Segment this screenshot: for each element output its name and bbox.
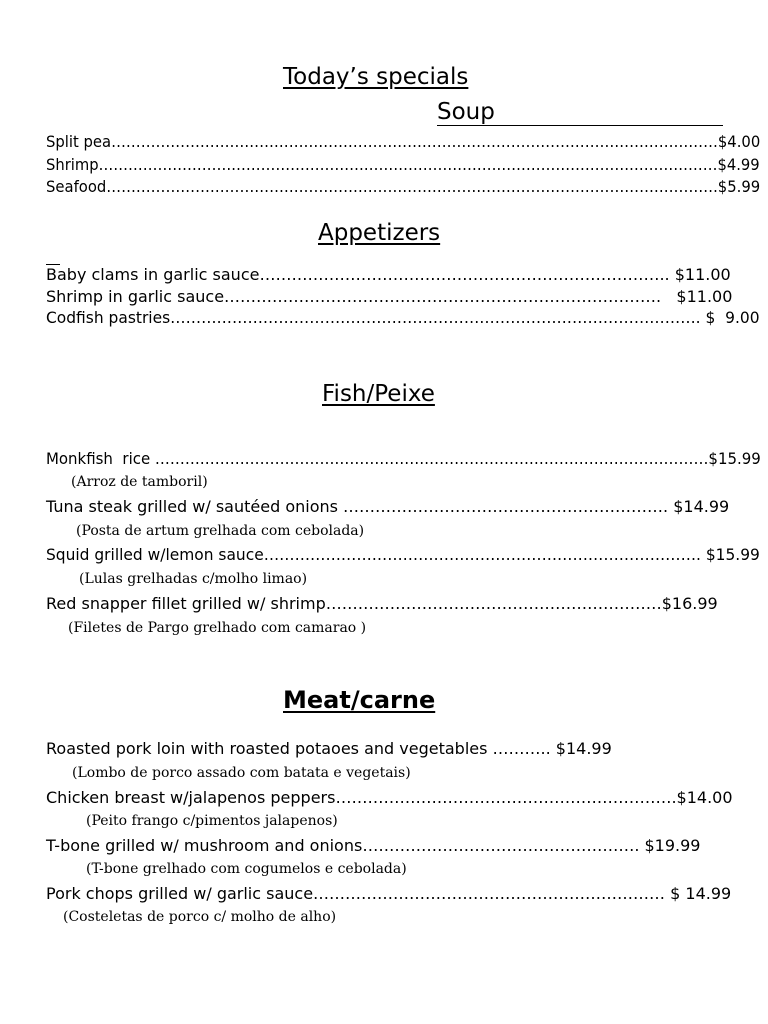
menu-item-fish: Tuna steak grilled w/ sautéed onions ……………………………………………………. $14.99	[46, 497, 730, 516]
menu-item-translation: (Costeletas de porco c/ molho de alho)	[63, 909, 337, 925]
menu-item-translation: (Peito frango c/pimentos jalapenos)	[86, 813, 338, 829]
menu-item-appetizer: Shrimp in garlic sauce………………………………………………………………………. $11.00	[46, 287, 733, 306]
menu-item-soup: Split pea……………………………………………………………………………………………………………$4.00	[46, 132, 761, 151]
menu-item-soup: Shrimp………………………………………………………………………………………………………………$4.99	[46, 155, 760, 174]
menu-item-translation: (Lombo de porco assado com batata e vegetais)	[72, 765, 411, 781]
menu-item-translation: (Arroz de tamboril)	[71, 474, 208, 490]
menu-item-appetizer: Baby clams in garlic sauce………………………………………………………………….. $11.00	[46, 265, 731, 284]
menu-item-meat: Chicken breast w/jalapenos peppers……………………………………………………….$14.00	[46, 788, 733, 807]
menu-item-soup: Seafood…………………………………………………………………………………………………………….$5.99	[46, 177, 761, 196]
menu-item-fish: Monkfish rice …………………………………………………………………………………………………$15.99	[46, 449, 761, 468]
menu-item-meat: T-bone grilled w/ mushroom and onions……………………………………………. $19.99	[46, 836, 701, 855]
menu-item-appetizer: Codfish pastries…………………………………………………………………………………………. $ 9.00	[46, 308, 760, 327]
section-heading-fish: Fish/Peixe	[322, 381, 435, 407]
page-title: Today’s specials	[283, 64, 469, 90]
menu-item-meat: Roasted pork loin with roasted potaoes and vegetables ……….. $14.99	[46, 739, 612, 758]
menu-item-translation: (Lulas grelhadas c/molho limao)	[79, 571, 308, 587]
section-heading-meat: Meat/carne	[283, 686, 436, 714]
section-heading-appetizers: Appetizers	[318, 220, 441, 246]
menu-item-translation: (Filetes de Pargo grelhado com camarao )	[68, 620, 367, 636]
soup-heading-underline	[437, 125, 723, 126]
section-heading-soup: Soup	[437, 99, 495, 125]
menu-item-fish: Squid grilled w/lemon sauce…………………………………………………………………………. $15.99	[46, 545, 760, 564]
menu-item-meat: Pork chops grilled w/ garlic sauce………………………………………………………… $ 14.99	[46, 884, 732, 903]
menu-item-translation: (T-bone grelhado com cogumelos e cebolada)	[86, 861, 407, 877]
menu-item-fish: Red snapper fillet grilled w/ shrimp………………………………………………………$16.99	[46, 594, 718, 613]
menu-item-translation: (Posta de artum grelhada com cebolada)	[76, 523, 365, 539]
